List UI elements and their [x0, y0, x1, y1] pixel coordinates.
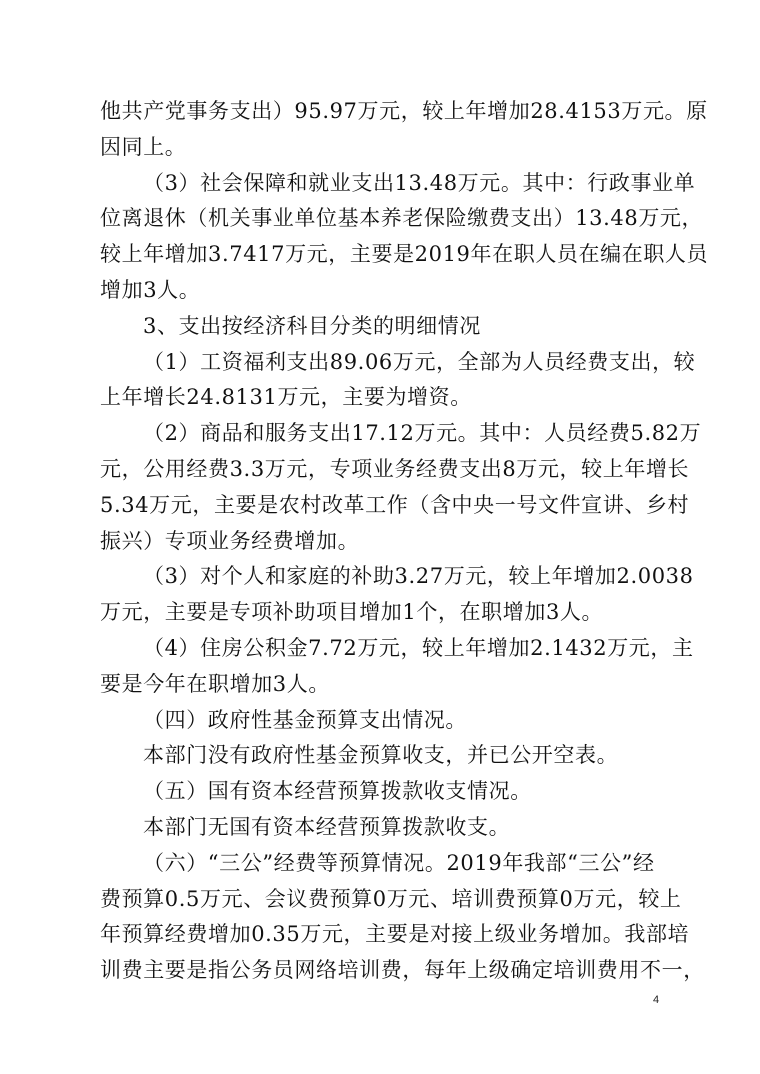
text-line: 他共产党事务支出）95.97万元，较上年增加28.4153万元。原: [100, 99, 708, 123]
text-line: 费预算0.5万元、会议费预算0万元、培训费预算0万元，较上: [100, 886, 682, 911]
text-line: （2）商品和服务支出17.12万元。其中：人员经费5.82万: [143, 421, 702, 446]
text-line: 年预算经费增加0.35万元，主要是对接上级业务增加。我部培: [100, 922, 690, 947]
text-line: （1）工资福利支出89.06万元，全部为人员经费支出，较: [143, 349, 696, 374]
text-line: 万元，主要是专项补助项目增加1个，在职增加3人。: [100, 600, 604, 625]
text-line: 5.34万元，主要是农村改革工作（含中央一号文件宣讲、乡村: [100, 492, 690, 517]
page-number: 4: [653, 994, 660, 1006]
section-heading: （六）“三公”经费等预算情况。2019年我部“三公”经: [143, 850, 655, 875]
text-line: （3）社会保障和就业支出13.48万元。其中：行政事业单: [143, 170, 696, 195]
text-line: （4）住房公积金7.72万元，较上年增加2.1432万元，主: [143, 636, 694, 660]
text-line: 因同上。: [100, 134, 187, 159]
text-line: 要是今年在职增加3人。: [100, 671, 330, 696]
text-line: 本部门没有政府性基金预算收支，并已公开空表。: [143, 743, 619, 768]
text-line: 训费主要是指公务员网络培训费，每年上级确定培训费用不一，: [100, 958, 705, 983]
text-line: 振兴）专项业务经费增加。: [100, 528, 360, 553]
text-line: 本部门无国有资本经营预算拨款收支。: [143, 815, 511, 839]
text-line: 增加3人。: [100, 278, 201, 302]
text-line: 上年增长24.8131万元，主要为增资。: [100, 385, 472, 410]
section-heading: （五）国有资本经营预算拨款收支情况。: [143, 779, 532, 804]
section-heading: （四）政府性基金预算支出情况。: [143, 707, 467, 732]
text-line: 较上年增加3.7417万元，主要是2019年在职人员在编在职人员: [100, 242, 709, 267]
text-line: 位离退休（机关事业单位基本养老保险缴费支出）13.48万元，: [100, 206, 704, 231]
text-line: （3）对个人和家庭的补助3.27万元，较上年增加2.0038: [143, 564, 694, 589]
section-heading: 3、支出按经济科目分类的明细情况: [143, 313, 481, 338]
text-line: 元，公用经费3.3万元，专项业务经费支出8万元，较上年增长: [100, 457, 690, 481]
